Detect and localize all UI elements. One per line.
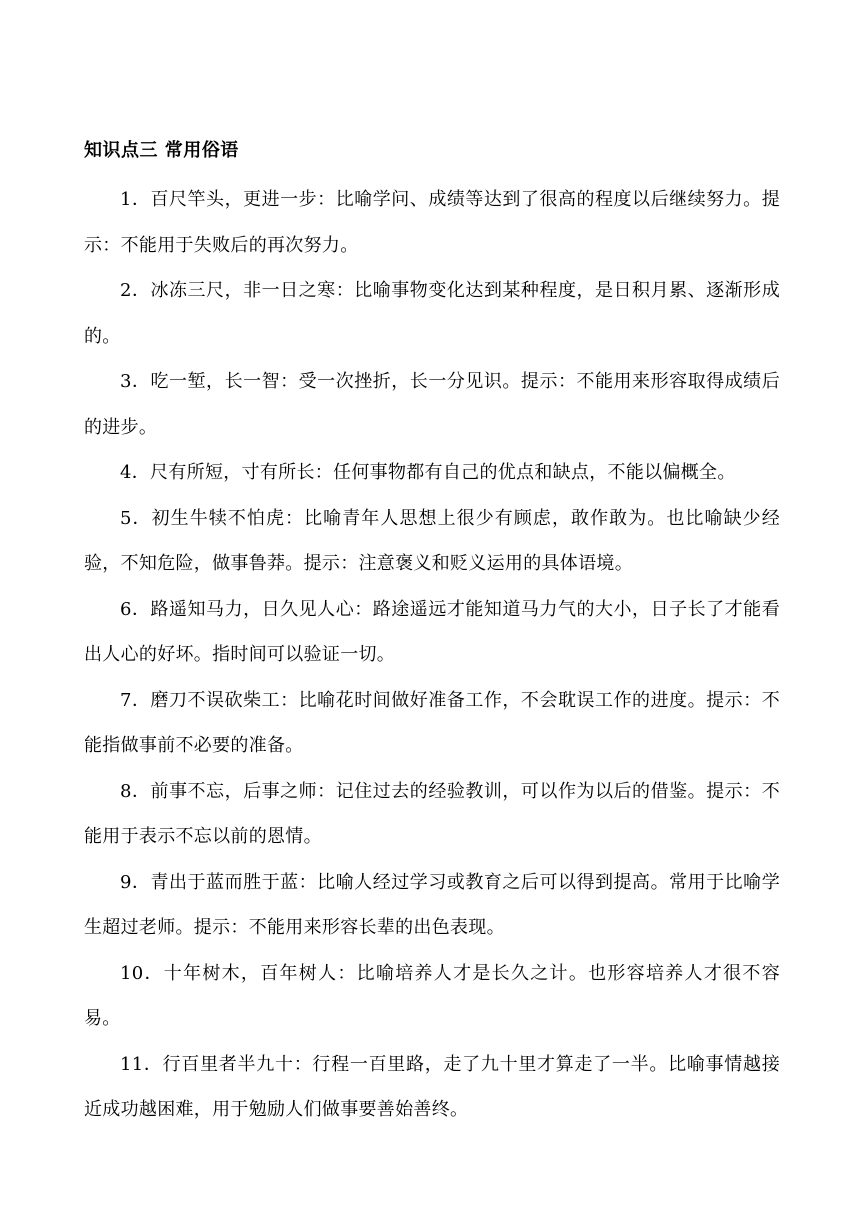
- proverb-item-1: 1．百尺竿头，更进一步：比喻学问、成绩等达到了很高的程度以后继续努力。提示：不能用于失败后的再次努力。: [84, 189, 780, 256]
- proverb-item-6: 6．路遥知马力，日久见人心：路途遥远才能知道马力气的大小，日子长了才能看出人心的好坏。指时间可以验证一切。: [84, 598, 780, 665]
- proverb-item-4: 4．尺有所短，寸有所长：任何事物都有自己的优点和缺点，不能以偏概全。: [120, 462, 736, 483]
- section-heading: 知识点三 常用俗语: [84, 140, 239, 161]
- proverb-item-8: 8．前事不忘，后事之师：记住过去的经验教训，可以作为以后的借鉴。提示：不能用于表示不忘以前的恩情。: [84, 780, 780, 847]
- proverb-item-3: 3．吃一堑，长一智：受一次挫折，长一分见识。提示：不能用来形容取得成绩后的进步。: [84, 371, 780, 438]
- proverb-item-5: 5．初生牛犊不怕虎：比喻青年人思想上很少有顾虑，敢作敢为。也比喻缺少经验，不知危险，做事鲁莽。提示：注意褒义和贬义运用的具体语境。: [84, 507, 780, 574]
- proverb-item-2: 2．冰冻三尺，非一日之寒：比喻事物变化达到某种程度，是日积月累、逐渐形成的。: [84, 280, 780, 347]
- document-page: [84, 136, 780, 1133]
- proverb-item-10: 10．十年树木，百年树人：比喻培养人才是长久之计。也形容培养人才很不容易。: [84, 962, 780, 1029]
- proverb-item-9: 9．青出于蓝而胜于蓝：比喻人经过学习或教育之后可以得到提高。常用于比喻学生超过老师。提示：不能用来形容长辈的出色表现。: [84, 871, 780, 938]
- proverb-item-11: 11．行百里者半九十：行程一百里路，走了九十里才算走了一半。比喻事情越接近成功越困难，用于勉励人们做事要善始善终。: [84, 1053, 780, 1120]
- proverb-item-7: 7．磨刀不误砍柴工：比喻花时间做好准备工作，不会耽误工作的进度。提示：不能指做事前不必要的准备。: [84, 689, 780, 756]
